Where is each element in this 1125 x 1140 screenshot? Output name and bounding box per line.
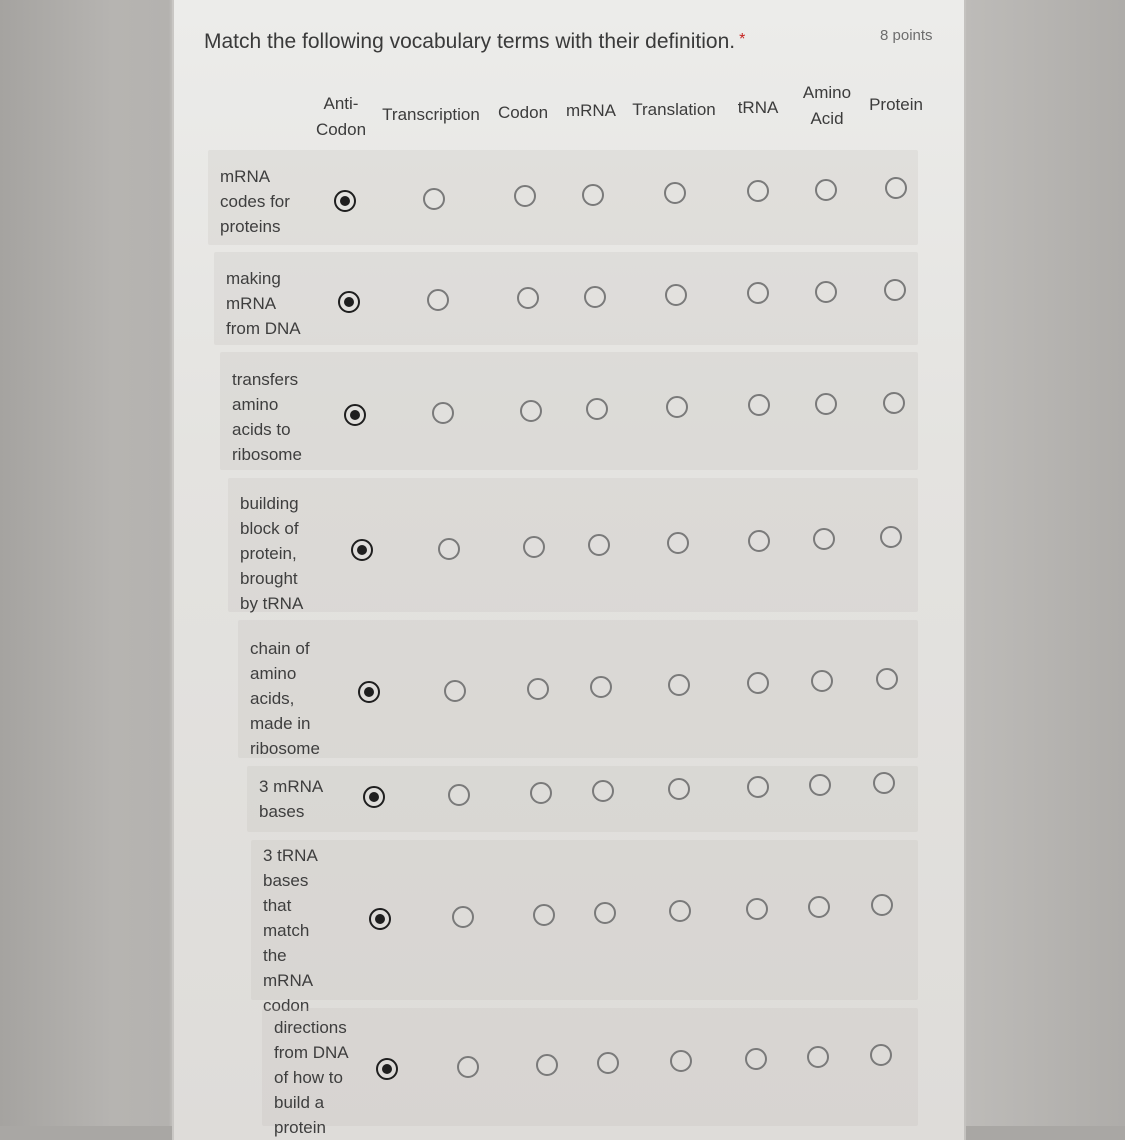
radio-translation-row-1[interactable] bbox=[664, 182, 686, 204]
radio-trna-row-5[interactable] bbox=[747, 672, 769, 694]
radio-anti-codon-row-8[interactable] bbox=[376, 1058, 398, 1080]
radio-mrna-row-2[interactable] bbox=[584, 286, 606, 308]
row-label: mRNA codes for proteins bbox=[220, 167, 290, 236]
radio-codon-row-7[interactable] bbox=[533, 904, 555, 926]
row-label: chain of amino acids, made in ribosome bbox=[250, 639, 320, 758]
radio-trna-row-7[interactable] bbox=[746, 898, 768, 920]
radio-anti-codon-row-5[interactable] bbox=[358, 681, 380, 703]
radio-trna-row-2[interactable] bbox=[747, 282, 769, 304]
radio-amino-acid-row-1[interactable] bbox=[815, 179, 837, 201]
points-label: 8 points bbox=[880, 27, 933, 44]
radio-protein-row-7[interactable] bbox=[871, 894, 893, 916]
radio-translation-row-4[interactable] bbox=[667, 532, 689, 554]
radio-protein-row-5[interactable] bbox=[876, 668, 898, 690]
column-header-translation: Translation bbox=[632, 100, 716, 119]
radio-translation-row-5[interactable] bbox=[668, 674, 690, 696]
required-marker: * bbox=[739, 31, 746, 48]
question-title bbox=[204, 30, 745, 54]
grid-row bbox=[214, 252, 918, 345]
radio-amino-acid-row-7[interactable] bbox=[808, 896, 830, 918]
radio-trna-row-3[interactable] bbox=[748, 394, 770, 416]
row-label: directions from DNA of how to build a protein bbox=[274, 1018, 349, 1137]
radio-transcription-row-4[interactable] bbox=[438, 538, 460, 560]
row-label: 3 mRNA bases bbox=[259, 777, 324, 821]
radio-translation-row-2[interactable] bbox=[665, 284, 687, 306]
radio-mrna-row-4[interactable] bbox=[588, 534, 610, 556]
radio-transcription-row-3[interactable] bbox=[432, 402, 454, 424]
question-title-text: Match the following vocabulary terms with their definition. bbox=[204, 30, 736, 53]
radio-codon-row-6[interactable] bbox=[530, 782, 552, 804]
radio-transcription-row-5[interactable] bbox=[444, 680, 466, 702]
radio-codon-row-5[interactable] bbox=[527, 678, 549, 700]
radio-codon-row-2[interactable] bbox=[517, 287, 539, 309]
radio-protein-row-2[interactable] bbox=[884, 279, 906, 301]
column-header-anti-codon: Anti- Codon bbox=[315, 94, 367, 139]
column-header-transcription: Transcription bbox=[382, 105, 480, 124]
radio-codon-row-3[interactable] bbox=[520, 400, 542, 422]
radio-protein-row-6[interactable] bbox=[873, 772, 895, 794]
radio-translation-row-8[interactable] bbox=[670, 1050, 692, 1072]
column-header-trna: tRNA bbox=[737, 98, 779, 117]
radio-transcription-row-1[interactable] bbox=[423, 188, 445, 210]
radio-trna-row-4[interactable] bbox=[748, 530, 770, 552]
radio-amino-acid-row-5[interactable] bbox=[811, 670, 833, 692]
radio-anti-codon-row-2[interactable] bbox=[338, 291, 360, 313]
radio-protein-row-3[interactable] bbox=[883, 392, 905, 414]
radio-anti-codon-row-7[interactable] bbox=[369, 908, 391, 930]
column-header-protein: Protein bbox=[869, 95, 923, 114]
radio-anti-codon-row-6[interactable] bbox=[363, 786, 385, 808]
radio-translation-row-6[interactable] bbox=[668, 778, 690, 800]
radio-amino-acid-row-3[interactable] bbox=[815, 393, 837, 415]
column-header-mrna: mRNA bbox=[565, 101, 617, 120]
grid-row bbox=[251, 840, 918, 1000]
column-header-amino-acid: Amino Acid bbox=[802, 83, 852, 128]
radio-mrna-row-3[interactable] bbox=[586, 398, 608, 420]
row-label: making mRNA from DNA bbox=[226, 269, 301, 338]
radio-transcription-row-2[interactable] bbox=[427, 289, 449, 311]
radio-translation-row-7[interactable] bbox=[669, 900, 691, 922]
radio-trna-row-6[interactable] bbox=[747, 776, 769, 798]
radio-protein-row-1[interactable] bbox=[885, 177, 907, 199]
radio-translation-row-3[interactable] bbox=[666, 396, 688, 418]
radio-mrna-row-8[interactable] bbox=[597, 1052, 619, 1074]
radio-transcription-row-8[interactable] bbox=[457, 1056, 479, 1078]
radio-amino-acid-row-4[interactable] bbox=[813, 528, 835, 550]
radio-anti-codon-row-1[interactable] bbox=[334, 190, 356, 212]
row-label: 3 tRNA bases that match the mRNA codon bbox=[263, 846, 318, 1015]
radio-anti-codon-row-3[interactable] bbox=[344, 404, 366, 426]
row-label: transfers amino acids to ribosome bbox=[232, 370, 302, 464]
radio-mrna-row-6[interactable] bbox=[592, 780, 614, 802]
radio-amino-acid-row-2[interactable] bbox=[815, 281, 837, 303]
grid-row bbox=[208, 150, 918, 245]
radio-mrna-row-7[interactable] bbox=[594, 902, 616, 924]
radio-protein-row-4[interactable] bbox=[880, 526, 902, 548]
radio-amino-acid-row-6[interactable] bbox=[809, 774, 831, 796]
radio-protein-row-8[interactable] bbox=[870, 1044, 892, 1066]
radio-mrna-row-1[interactable] bbox=[582, 184, 604, 206]
radio-codon-row-8[interactable] bbox=[536, 1054, 558, 1076]
radio-transcription-row-6[interactable] bbox=[448, 784, 470, 806]
radio-mrna-row-5[interactable] bbox=[590, 676, 612, 698]
radio-trna-row-1[interactable] bbox=[747, 180, 769, 202]
radio-codon-row-4[interactable] bbox=[523, 536, 545, 558]
grid-row bbox=[220, 352, 918, 470]
radio-amino-acid-row-8[interactable] bbox=[807, 1046, 829, 1068]
radio-trna-row-8[interactable] bbox=[745, 1048, 767, 1070]
radio-codon-row-1[interactable] bbox=[514, 185, 536, 207]
row-label: building block of protein, brought by tRNA bbox=[240, 494, 304, 613]
radio-transcription-row-7[interactable] bbox=[452, 906, 474, 928]
radio-anti-codon-row-4[interactable] bbox=[351, 539, 373, 561]
column-header-codon: Codon bbox=[497, 103, 549, 122]
